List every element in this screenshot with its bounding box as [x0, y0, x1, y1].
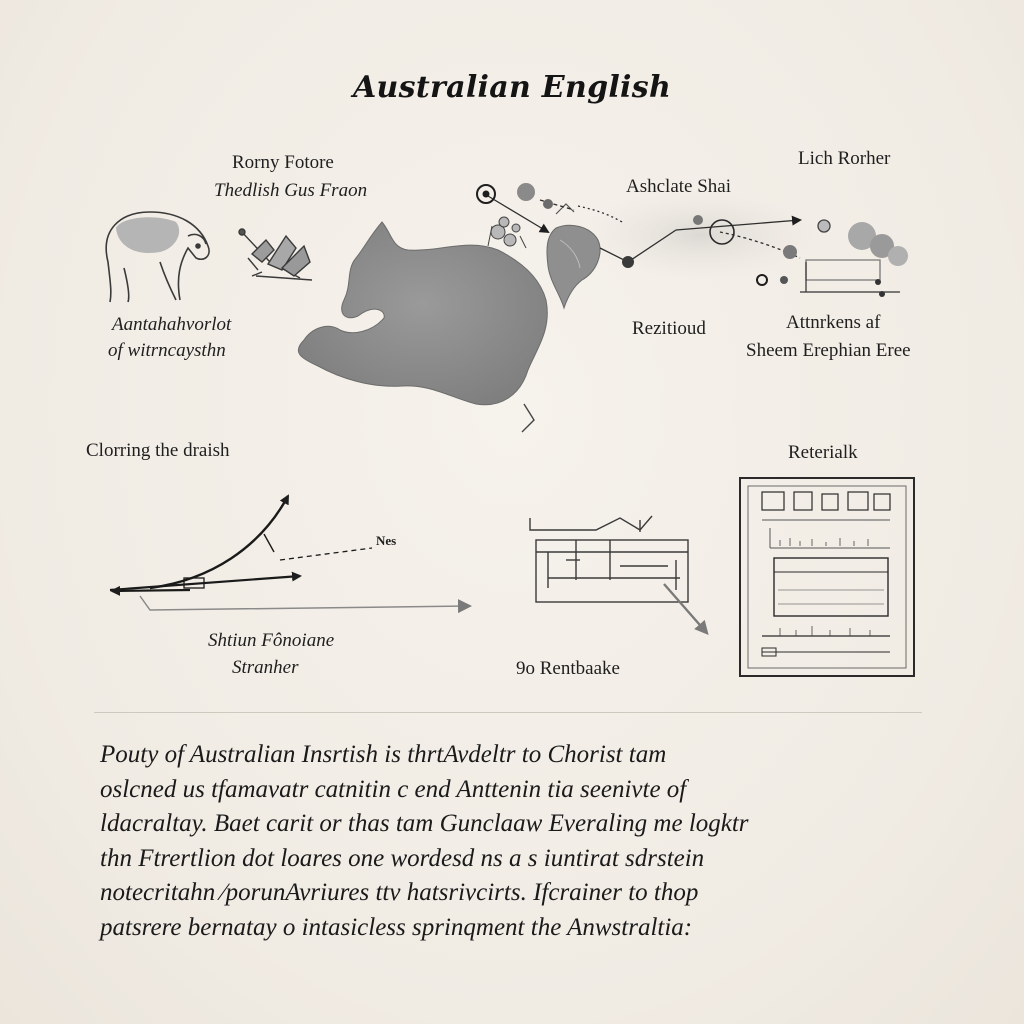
label-right-mid-1: Attnrkens af [786, 312, 881, 333]
label-graph-caption-1: Shtiun Fônoiane [208, 630, 335, 651]
label-center-mid: Rezitioud [632, 318, 706, 339]
label-left-1: Aantahahvorlot [112, 314, 232, 335]
page-title: Australian English [352, 70, 672, 105]
label-panel-title: Reterialk [788, 442, 858, 463]
section-divider [94, 712, 922, 713]
paragraph-line: patsrere bernatay o intasicless sprinqment the Anwstraltia: [100, 913, 693, 941]
map-shape [298, 222, 547, 405]
paragraph-line: thn Ftrertlion dot loares one wordesd ns a s iuntirat sdrstein [100, 844, 705, 872]
label-graph-annotation: Nes [376, 533, 397, 548]
label-graph-title: Clorring the draish [86, 440, 230, 461]
label-right-top: Lich Rorher [798, 148, 891, 169]
paragraph-line: oslcned us tfamavatr catnitin c end Anttenin tia seenivte of [100, 775, 687, 803]
gum-branch-sketch [239, 229, 312, 280]
label-top-left-1: Rorny Fotore [232, 152, 334, 173]
animal-sketch [106, 212, 209, 302]
reference-panel [740, 478, 914, 676]
small-map-shape [547, 225, 600, 308]
paragraph-line: Pouty of Australian Insrtish is thrtAvdeltr to Chorist tam [100, 741, 667, 768]
haze-cloud [580, 190, 820, 280]
flower-cluster [488, 217, 526, 248]
label-building-caption: 9o Rentbaake [516, 658, 620, 679]
label-left-2: of witrncaysthn [108, 340, 226, 361]
body-paragraph [100, 738, 940, 945]
label-right-mid-2: Sheem Erephian Eree [746, 340, 911, 361]
label-graph-caption-2: Stranher [232, 657, 299, 678]
growth-graph [110, 496, 468, 610]
paragraph-line: ldacraltay. Baet carit or thas tam Gunclaaw Everaling me logktr [100, 810, 749, 837]
label-top-left-2: Thedlish Gus Fraon [214, 180, 368, 201]
paragraph-line: notecritahn ∕porunAvriures ttv hatsrivcirts. Ifcrainer to thop [100, 879, 699, 906]
label-center-top: Ashclate Shai [626, 176, 732, 197]
building-sketch [530, 516, 706, 632]
